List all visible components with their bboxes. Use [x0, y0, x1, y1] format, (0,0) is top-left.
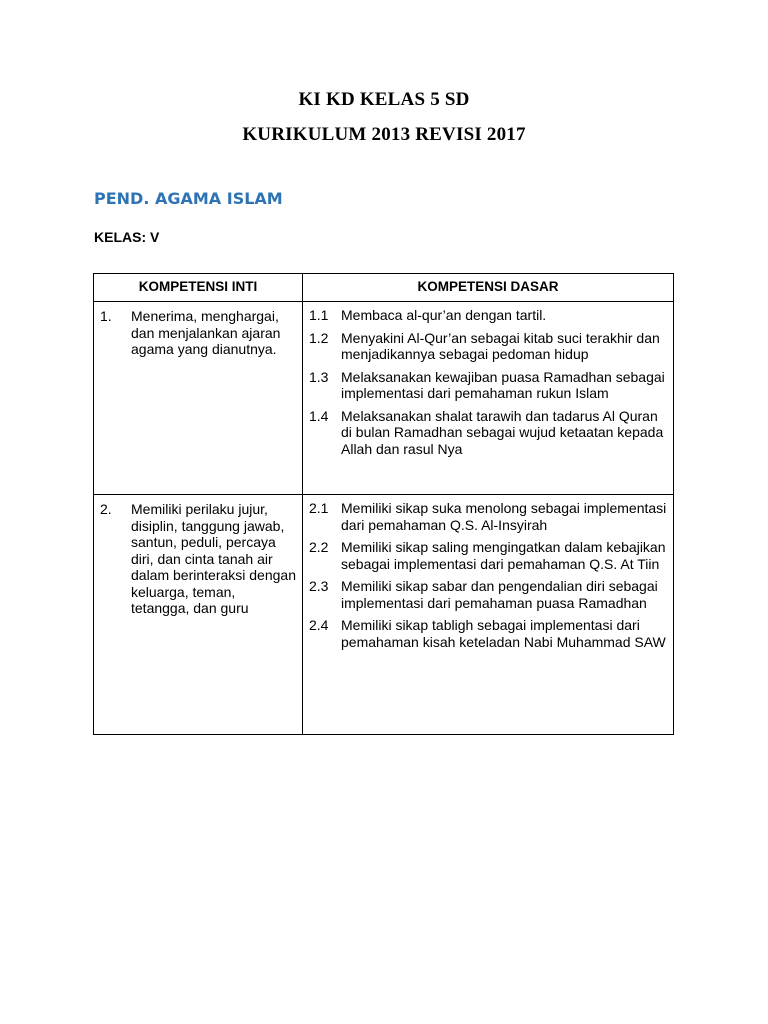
- kd-item: [309, 500, 669, 533]
- kd-number: 2.3: [309, 578, 329, 594]
- kd-number: 1.3: [309, 368, 329, 385]
- kd-item: [309, 539, 669, 572]
- document-title: KI KD KELAS 5 SD: [298, 89, 470, 110]
- ki-cell: [94, 495, 303, 735]
- table-row: [94, 302, 674, 495]
- kd-text: Menyakini Al-Qur’an sebagai kitab suci terakhir dan menjadikannya sebagai pedoman hidup: [341, 329, 660, 362]
- ki-text: Memiliki perilaku jujur, disiplin, tanggung jawab, santun, peduli, percaya diri, dan cinta tanah air dalam berinteraksi dengan keluarga, teman, tetangga, dan guru: [131, 501, 296, 616]
- ki-text: Menerima, menghargai, dan menjalankan ajaran agama yang dianutnya.: [131, 308, 281, 357]
- header-kompetensi-inti: KOMPETENSI INTI: [94, 274, 303, 302]
- kd-number: 2.4: [309, 617, 329, 633]
- kd-number: 1.1: [309, 307, 329, 323]
- competency-table: [93, 273, 674, 735]
- kd-item: [309, 369, 669, 402]
- header-kompetensi-dasar: KOMPETENSI DASAR: [303, 274, 674, 302]
- kd-text: Melaksanakan kewajiban puasa Ramadhan sebagai implementasi dari pemahaman rukun Islam: [341, 368, 665, 401]
- kd-text: Memiliki sikap sabar dan pengendalian diri sebagai implementasi dari pemahaman puasa Ramadhan: [341, 578, 658, 611]
- kd-item: [309, 330, 669, 363]
- kd-item: [309, 578, 669, 611]
- table-header-row: [94, 274, 674, 302]
- kd-cell: [303, 495, 674, 735]
- kd-number: 1.2: [309, 329, 329, 346]
- kd-text: Memiliki sikap tabligh sebagai implementasi dari pemahaman kisah keteladan Nabi Muhammad SAW: [341, 617, 666, 650]
- kd-text: Memiliki sikap saling mengingatkan dalam kebajikan sebagai implementasi dari pemahaman Q.S. At Tiin: [341, 539, 666, 572]
- ki-cell: [94, 302, 303, 495]
- kd-text: Melaksanakan shalat tarawih dan tadarus Al Quran di bulan Ramadhan sebagai wujud ketaatan kepada Allah dan rasul Nya: [341, 407, 664, 457]
- kd-number: 2.2: [309, 539, 329, 555]
- kd-text: Memiliki sikap suka menolong sebagai implementasi dari pemahaman Q.S. Al-Insyirah: [341, 500, 667, 533]
- kd-number: 1.4: [309, 407, 329, 424]
- subject-heading: PEND. AGAMA ISLAM: [94, 189, 283, 208]
- kd-number: 2.1: [309, 500, 329, 516]
- ki-number: 1.: [100, 308, 112, 324]
- kd-text: Membaca al-qur’an dengan tartil.: [341, 307, 547, 323]
- kd-cell: [303, 302, 674, 495]
- ki-number: 2.: [100, 501, 112, 517]
- kd-item: [309, 617, 669, 650]
- table-row: [94, 495, 674, 735]
- class-label: KELAS: V: [94, 229, 160, 245]
- kd-item: [309, 408, 669, 458]
- kd-item: [309, 307, 669, 324]
- document-subtitle: KURIKULUM 2013 REVISI 2017: [242, 124, 526, 145]
